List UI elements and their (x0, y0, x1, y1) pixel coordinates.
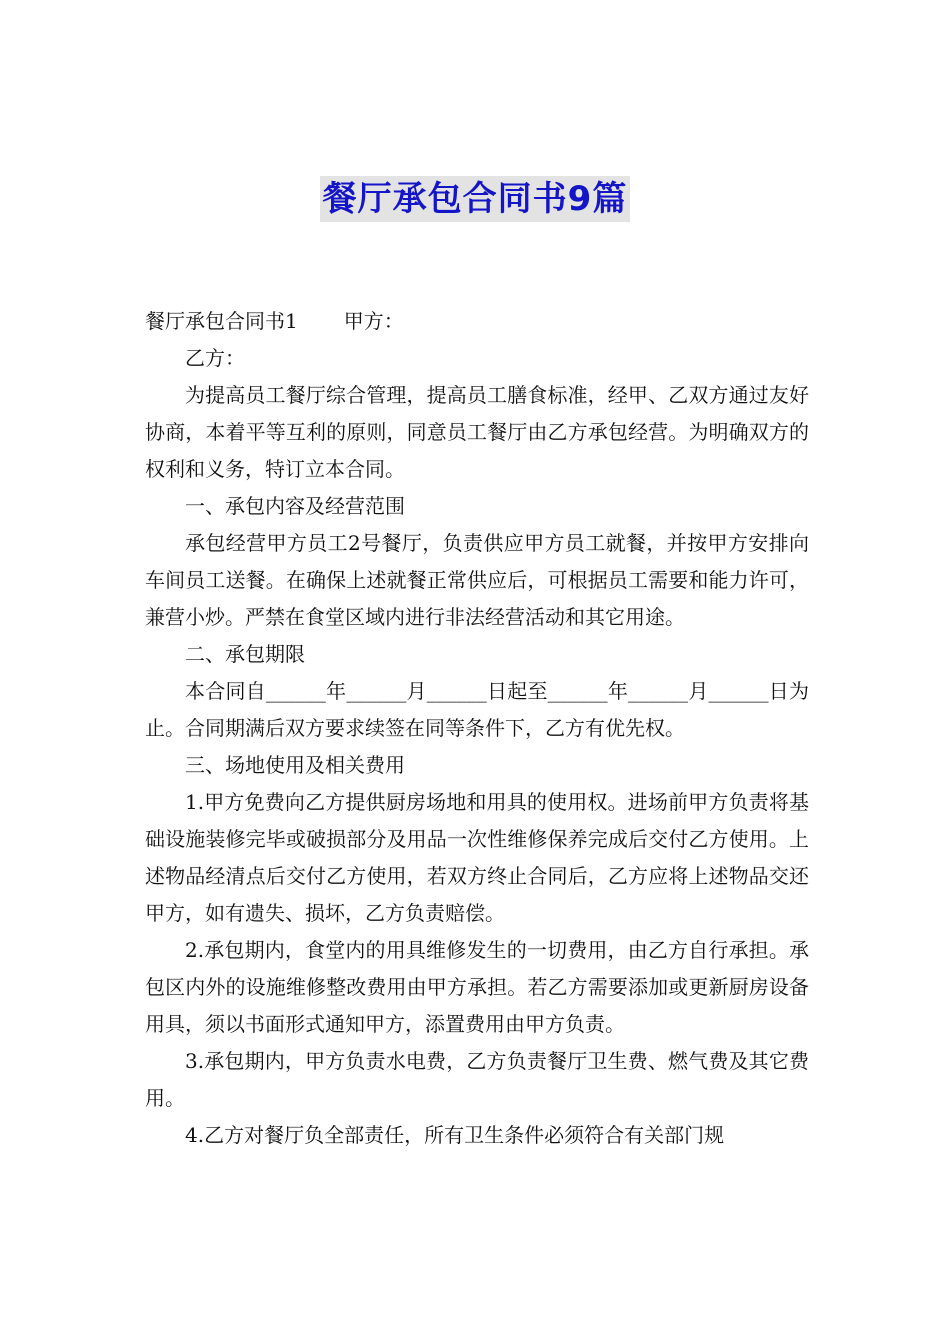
section2-title: 二、承包期限 (185, 642, 305, 666)
section3-item2: 2.承包期内，食堂内的用具维修发生的一切费用，由乙方自行承担。承包区内外的设施维修整改费用由甲方承担。若乙方需要添加或更新厨房设备用具，须以书面形式通知甲方，添置费用由甲方负责。 (145, 938, 809, 1036)
section3-title: 三、场地使用及相关费用 (185, 753, 405, 777)
section3-item3: 3.承包期内，甲方负责水电费，乙方负责餐厅卫生费、燃气费及其它费用。 (145, 1049, 809, 1110)
section1-title: 一、承包内容及经营范围 (185, 494, 405, 518)
heading-line (145, 303, 809, 340)
section3-item4: 4.乙方对餐厅负全部责任，所有卫生条件必须符合有关部门规 (185, 1123, 725, 1147)
document-body (145, 303, 809, 1154)
intro-paragraph: 为提高员工餐厅综合管理，提高员工膳食标准，经甲、乙双方通过友好协商，本着平等互利的原则，同意员工餐厅由乙方承包经营。为明确双方的权利和义务，特订立本合同。 (145, 383, 809, 481)
section3-item1: 1.甲方免费向乙方提供厨房场地和用具的使用权。进场前甲方负责将基础设施装修完毕或破损部分及用品一次性维修保养完成后交付乙方使用。上述物品经清点后交付乙方使用，若双方终止合同后，乙方应将上述物品交还甲方，如有遗失、损坏，乙方负责赔偿。 (145, 790, 809, 925)
title-block (0, 176, 950, 222)
section2-paragraph: 本合同自______年______月______日起至______年______月______日为止。合同期满后双方要求续签在同等条件下，乙方有优先权。 (145, 679, 809, 740)
document-title: 餐厅承包合同书9篇 (320, 176, 631, 222)
party-a-label: 甲方： (343, 309, 404, 333)
contract-heading: 餐厅承包合同书1 (145, 309, 298, 333)
section1-paragraph: 承包经营甲方员工2号餐厅，负责供应甲方员工就餐，并按甲方安排向车间员工送餐。在确保上述就餐正常供应后，可根据员工需要和能力许可，兼营小炒。严禁在食堂区域内进行非法经营活动和其它用途。 (145, 531, 809, 629)
party-b-label: 乙方： (185, 346, 245, 370)
